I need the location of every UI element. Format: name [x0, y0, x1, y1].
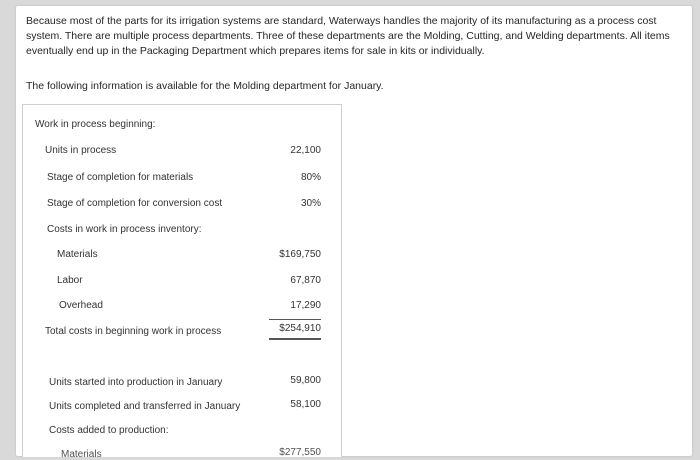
- molding-data-table: [22, 104, 342, 460]
- costs-added-heading: Costs added to production:: [49, 425, 169, 436]
- labor-value: 67,870: [290, 275, 321, 286]
- materials-value: $169,750: [279, 249, 321, 260]
- problem-page: [16, 6, 692, 460]
- info-line: The following information is available for the Molding department for January.: [26, 80, 384, 92]
- units-completed-value: 58,100: [290, 399, 321, 410]
- materials-added-value: $277,550: [279, 447, 321, 458]
- materials-added-label: Materials: [61, 449, 102, 460]
- overhead-value: 17,290: [290, 300, 321, 311]
- units-started-label: Units started into production in January: [49, 377, 223, 388]
- stage-materials-value: 80%: [300, 172, 321, 183]
- labor-label: Labor: [57, 275, 83, 286]
- units-completed-label: Units completed and transferred in January: [49, 401, 241, 412]
- units-in-process-label: Units in process: [45, 145, 117, 156]
- total-label: Total costs in beginning work in process: [45, 326, 222, 337]
- costs-heading: Costs in work in process inventory:: [47, 224, 202, 235]
- stage-conversion-value: 30%: [300, 198, 321, 209]
- materials-label: Materials: [57, 249, 98, 260]
- intro-paragraph: Because most of the parts for its irrigation systems are standard, Waterways handles the majority of its manufacturing as a process cost system. There are multiple process departments. Three of these departments are the Molding, Cutting, and Welding departments. All items eventually end up in the Packaging Department which prepares items for sale in kits or individually.: [26, 15, 670, 57]
- wip-heading: Work in process beginning:: [35, 119, 156, 130]
- stage-conversion-label: Stage of completion for conversion cost: [47, 198, 223, 209]
- stage-materials-label: Stage of completion for materials: [47, 172, 194, 183]
- overhead-label: Overhead: [59, 300, 103, 311]
- units-started-value: 59,800: [290, 375, 321, 386]
- units-in-process-value: 22,100: [290, 145, 321, 156]
- total-value: $254,910: [269, 319, 321, 340]
